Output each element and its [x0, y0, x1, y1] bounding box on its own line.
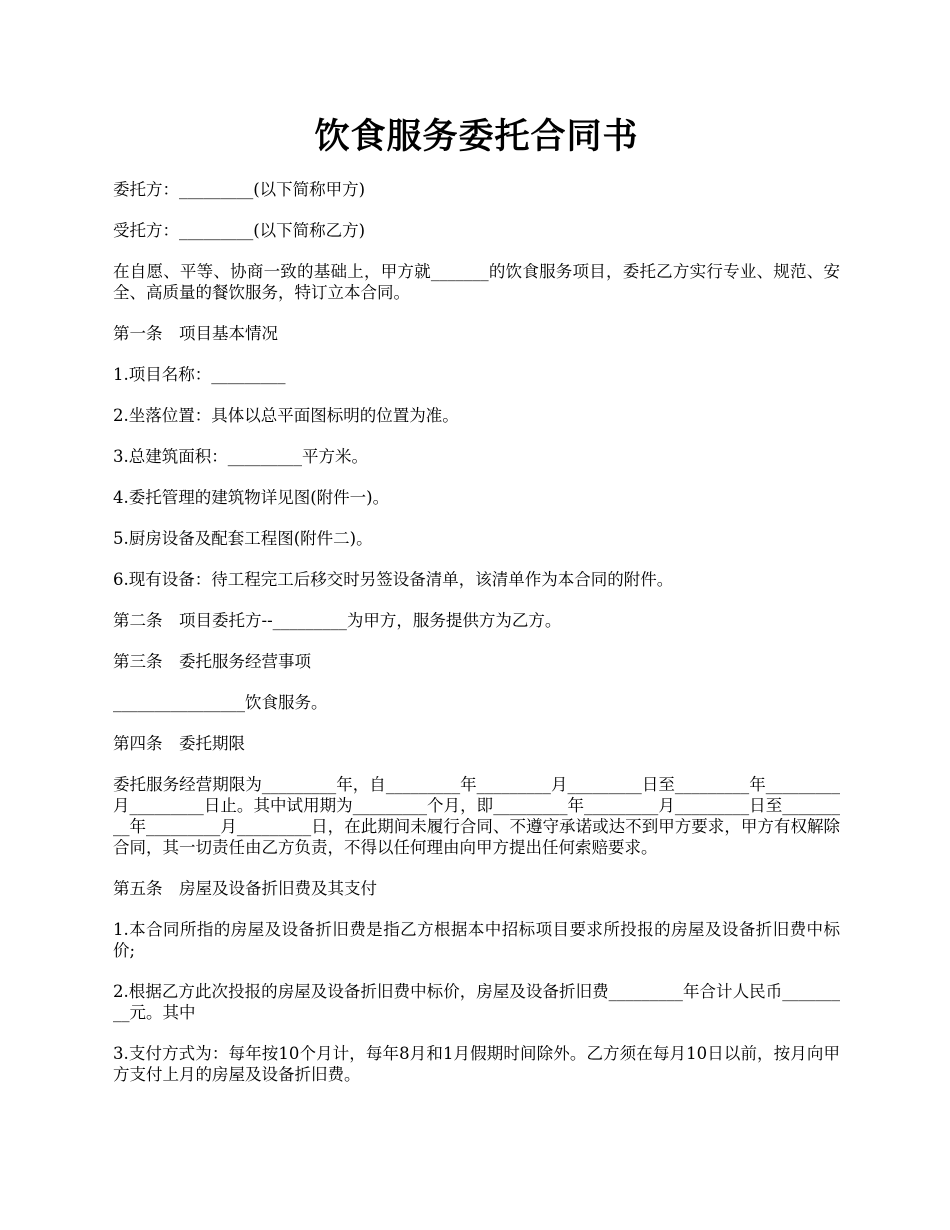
document-page: [113, 108, 840, 1105]
document-title: 饮食服务委托合同书: [314, 116, 639, 157]
clause-5-2: 2.根据乙方此次投报的房屋及设备折旧费中标价，房屋及设备折旧费_________年合计人民币_________元。其中: [113, 982, 840, 1022]
clause-3-body: ________________饮食服务。: [113, 693, 328, 712]
article-2-heading: 第二条 项目委托方--_________为甲方，服务提供方为乙方。: [113, 611, 562, 630]
clause-1-3: 3.总建筑面积：_________平方米。: [113, 447, 368, 466]
clause-1-2: 2.坐落位置：具体以总平面图标明的位置为准。: [113, 406, 459, 425]
article-3-heading: 第三条 委托服务经营事项: [113, 652, 311, 671]
article-4-heading: 第四条 委托期限: [113, 734, 245, 753]
party-b-line: 受托方：_________(以下简称乙方): [113, 221, 366, 240]
article-1-heading: 第一条 项目基本情况: [113, 324, 278, 343]
clause-4-body: 委托服务经营期限为_________年，自_________年_________月_________日至_________年_________月_________日止。其中试用期为_________个月，即_________年_________月_________日至_________年_________月_________日，在此期间未履行合同、不遵守承诺或达不到甲方要求，甲方有权解除合同，其一切责任由乙方负责，不得以任何理由向甲方提出任何索赔要求。: [113, 775, 840, 857]
article-5-heading: 第五条 房屋及设备折旧费及其支付: [113, 879, 377, 898]
clause-5-3: 3.支付方式为：每年按10个月计，每年8月和1月假期时间除外。乙方须在每月10日以前，按月向甲方支付上月的房屋及设备折旧费。: [113, 1044, 840, 1084]
clause-1-4: 4.委托管理的建筑物详见图(附件一)。: [113, 488, 390, 507]
party-a-line: 委托方：_________(以下简称甲方): [113, 180, 366, 199]
clause-1-1: 1.项目名称：_________: [113, 365, 286, 384]
preamble-paragraph: 在自愿、平等、协商一致的基础上，甲方就_______的饮食服务项目，委托乙方实行专业、规范、安全、高质量的餐饮服务，特订立本合同。: [113, 262, 840, 302]
clause-1-6: 6.现有设备：待工程完工后移交时另签设备清单，该清单作为本合同的附件。: [113, 570, 674, 589]
clause-1-5: 5.厨房设备及配套工程图(附件二)。: [113, 529, 373, 548]
clause-5-1: 1.本合同所指的房屋及设备折旧费是指乙方根据本中招标项目要求所投报的房屋及设备折旧费中标价;: [113, 920, 840, 960]
